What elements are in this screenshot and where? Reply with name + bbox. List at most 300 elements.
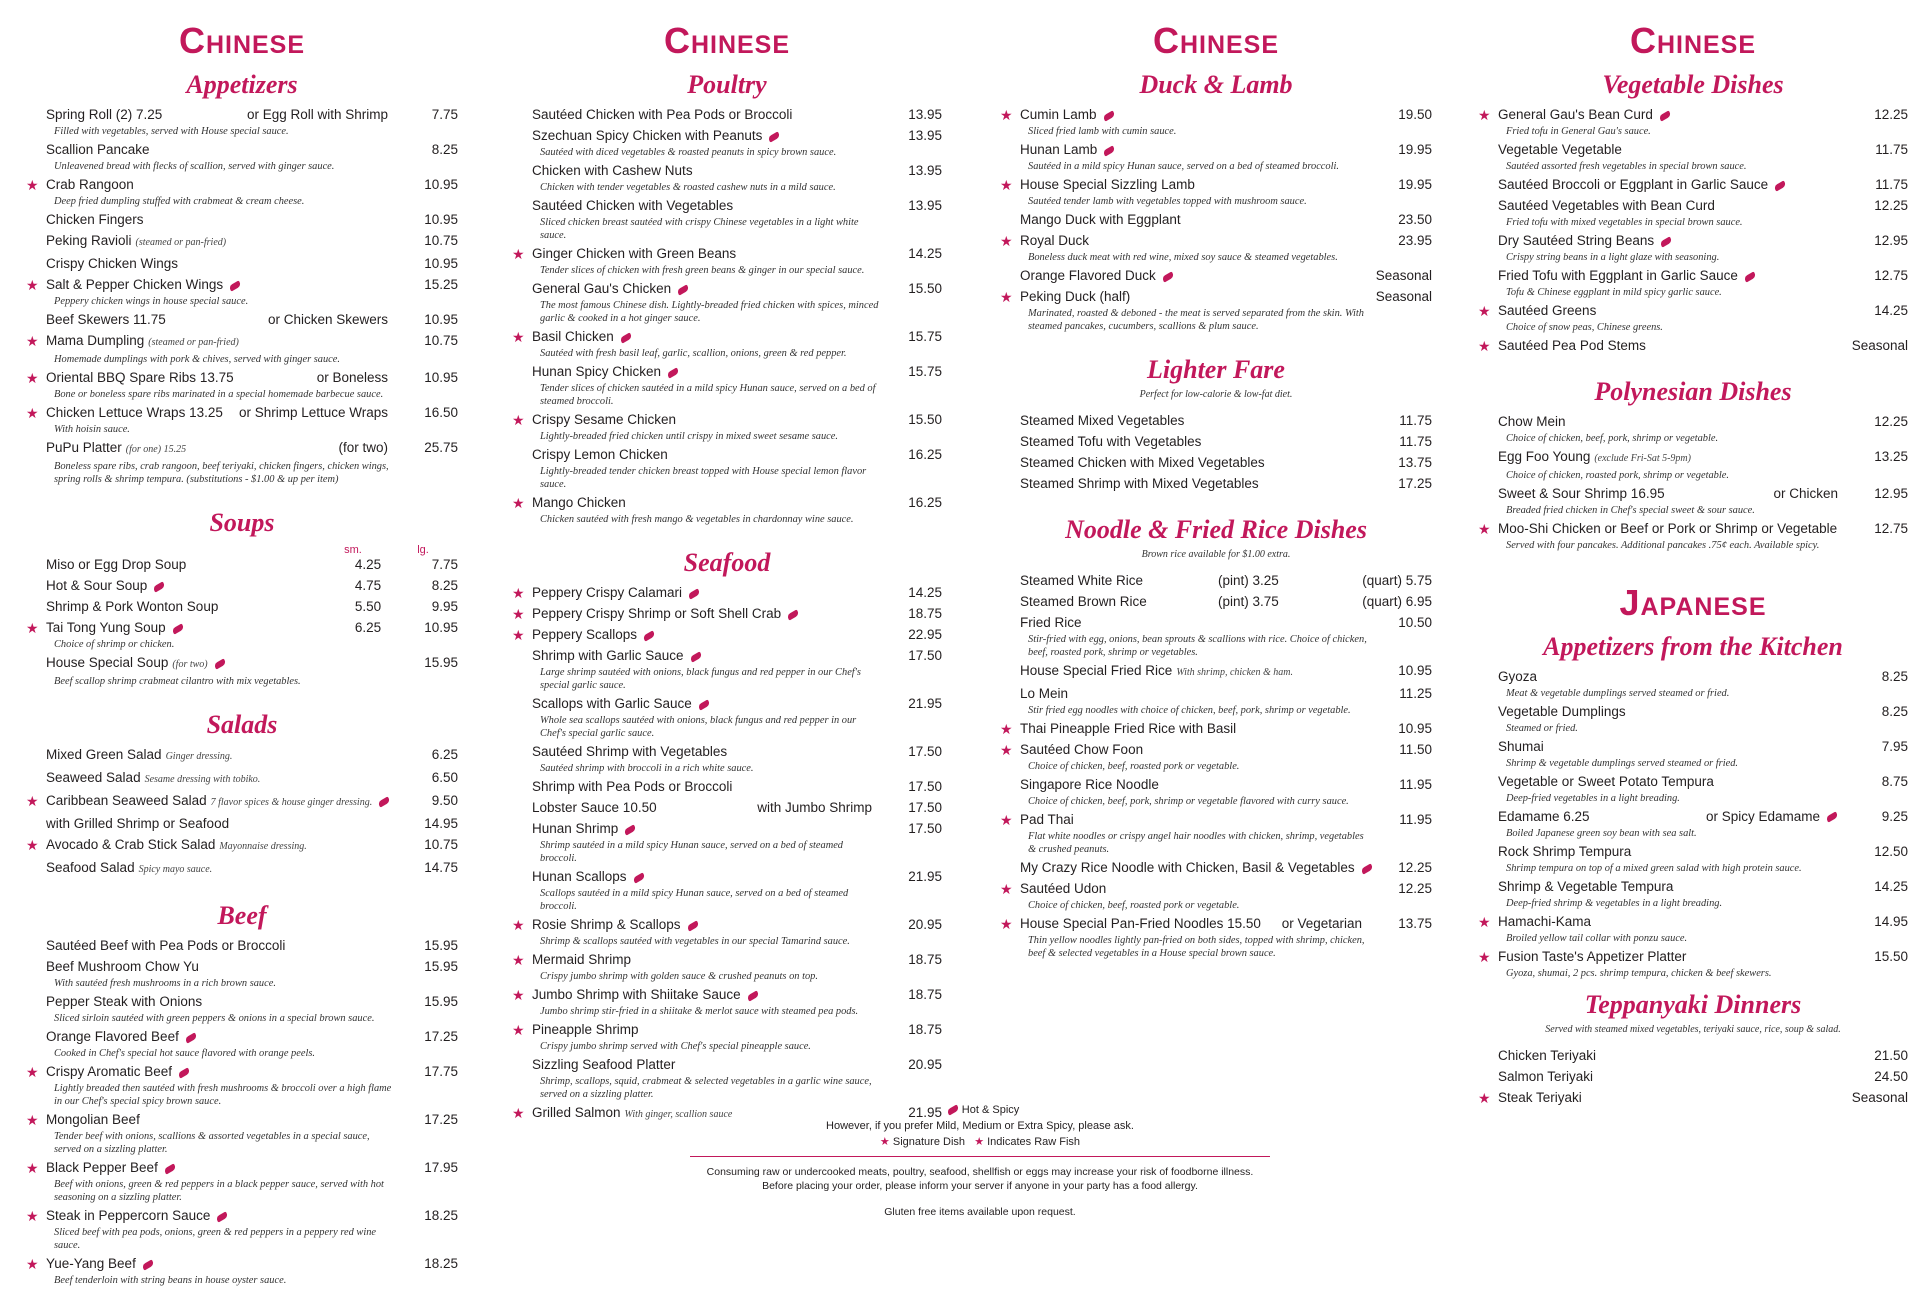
menu-item xyxy=(1000,811,1432,856)
menu-item xyxy=(1478,232,1908,264)
item-name: Seaweed Salad xyxy=(46,770,141,785)
hot-pepper-icon xyxy=(177,1067,190,1078)
item-name: Szechuan Spicy Chicken with Peanuts xyxy=(532,128,763,143)
menu-item-row xyxy=(1498,878,1908,896)
item-price: 19.95 xyxy=(1398,142,1432,157)
menu-item-row xyxy=(1020,741,1432,759)
section-title-appetizers: Appetizers xyxy=(186,70,298,99)
item-alternative: or Vegetarian xyxy=(1281,916,1362,931)
menu-item xyxy=(26,619,458,651)
item-description: Lightly-breaded fried chicken until crispy in mixed sweet sesame sauce. xyxy=(540,431,838,442)
menu-item-row xyxy=(46,106,458,124)
item-description: Crispy jumbo shrimp served with Chef's special pineapple sauce. xyxy=(540,1041,811,1052)
item-price: 15.25 xyxy=(424,277,458,292)
signature-star-icon: ★ xyxy=(1000,289,1013,305)
item-alternative: or Spicy Edamame xyxy=(1706,808,1862,826)
menu-item-row xyxy=(532,127,942,145)
item-name: Shumai xyxy=(1498,739,1544,754)
menu-item-row xyxy=(532,363,942,381)
item-description: Boneless spare ribs, crab rangoon, beef teriyaki, chicken fingers, chicken wings, spring rolls & shrimp tempura. (substitutions - $1.00 & up per item) xyxy=(54,461,389,485)
item-name: Crispy Aromatic Beef xyxy=(46,1064,173,1079)
star-icon: ★ xyxy=(879,1136,890,1148)
item-price: 10.95 xyxy=(424,312,458,327)
item-description: Whole sea scallops sautéed with onions, black fungus and red pepper in our Chef's special garlic sauce. xyxy=(540,715,857,739)
item-description: Crispy string beans in a light glaze with seasoning. xyxy=(1506,252,1720,263)
item-name: Rock Shrimp Tempura xyxy=(1498,844,1632,859)
soups-list xyxy=(26,556,458,688)
item-name: Thai Pineapple Fried Rice with Basil xyxy=(1020,721,1237,736)
rice-list xyxy=(1000,572,1432,611)
item-name: Peppery Crispy Shrimp or Soft Shell Crab xyxy=(532,606,782,621)
menu-item xyxy=(26,556,458,574)
item-description: Peppery chicken wings in house special sauce. xyxy=(54,296,249,307)
menu-item xyxy=(1000,267,1432,285)
hot-pepper-icon xyxy=(171,623,184,634)
menu-item xyxy=(1478,141,1908,173)
item-note: With shrimp, chicken & ham. xyxy=(1176,667,1293,678)
menu-item-row xyxy=(1020,880,1432,898)
warning-line-1: Consuming raw or undercooked meats, poultry, seafood, shellfish or eggs may increase your risk of foodborne illness. xyxy=(706,1166,1254,1178)
item-alternative: with Jumbo Shrimp xyxy=(757,800,872,815)
signature-star-icon: ★ xyxy=(1000,233,1013,249)
menu-item xyxy=(26,311,458,329)
hot-pepper-icon xyxy=(697,699,710,710)
menu-item-row xyxy=(1020,412,1432,430)
item-price: 18.25 xyxy=(424,1256,458,1271)
item-name: Scallops with Garlic Sauce xyxy=(532,696,692,711)
menu-item xyxy=(1000,288,1432,333)
menu-item-row xyxy=(532,778,942,796)
signature-star-icon: ★ xyxy=(1000,177,1013,193)
item-price: 8.25 xyxy=(431,142,458,157)
item-price: 18.75 xyxy=(908,952,942,967)
item-price: 23.95 xyxy=(1398,233,1432,248)
signature-star-icon: ★ xyxy=(1000,107,1013,123)
price-quart: (quart) 5.75 xyxy=(1362,573,1432,588)
menu-item-row xyxy=(532,951,942,969)
menu-item xyxy=(1478,1047,1908,1065)
item-name: Royal Duck xyxy=(1020,233,1090,248)
item-price: 14.95 xyxy=(1874,914,1908,929)
price-quart: (quart) 6.95 xyxy=(1362,594,1432,609)
item-name: Sautéed Chicken with Vegetables xyxy=(532,198,734,213)
legend-hot xyxy=(690,1102,1270,1118)
menu-item-row xyxy=(1020,614,1432,632)
item-description: Stir fried egg noodles with choice of chicken, beef, pork, shrimp or vegetable. xyxy=(1028,705,1351,716)
menu-item xyxy=(1000,859,1432,877)
item-name: Hunan Shrimp xyxy=(532,821,619,836)
menu-item xyxy=(512,494,942,526)
menu-item xyxy=(1478,520,1908,552)
item-description: Choice of shrimp or chicken. xyxy=(54,639,175,650)
menu-item xyxy=(26,859,458,879)
menu-item-row xyxy=(532,986,942,1004)
signature-star-icon: ★ xyxy=(1000,916,1013,932)
size-large-label: lg. xyxy=(417,544,429,556)
item-price: 13.95 xyxy=(908,107,942,122)
item-name: Steamed Mixed Vegetables xyxy=(1020,413,1185,428)
signature-star-icon: ★ xyxy=(26,620,39,636)
menu-item xyxy=(26,232,458,252)
item-price: Seasonal xyxy=(1851,1090,1908,1105)
section-title-vegetable: Vegetable Dishes xyxy=(1602,70,1784,99)
menu-item xyxy=(512,695,942,740)
item-price: 10.95 xyxy=(424,256,458,271)
menu-item xyxy=(26,439,458,486)
item-description: Sliced chicken breast sautéed with crispy Chinese vegetables in a light white sauce. xyxy=(540,217,859,241)
item-description: Chicken with tender vegetables & roasted cashew nuts in a mild sauce. xyxy=(540,182,836,193)
menu-item xyxy=(1000,614,1432,659)
signature-star-icon: ★ xyxy=(26,333,39,349)
menu-item-row xyxy=(1498,738,1908,756)
menu-item xyxy=(1478,176,1908,194)
item-note: Ginger dressing. xyxy=(165,751,233,762)
section-title-japanese-appetizers: Appetizers from the Kitchen xyxy=(1543,632,1843,661)
menu-item-row xyxy=(46,404,458,422)
item-description: Lightly breaded then sautéed with fresh mushrooms & broccoli over a high flame in our Chef's special spicy brown sauce. xyxy=(54,1083,392,1107)
item-name: Gyoza xyxy=(1498,669,1538,684)
price-large: 8.25 xyxy=(431,578,458,593)
item-description: Bone or boneless spare ribs marinated in a special homemade barbecue sauce. xyxy=(54,389,384,400)
item-price: 17.25 xyxy=(1398,476,1432,491)
item-price: 19.50 xyxy=(1398,107,1432,122)
item-price: 16.25 xyxy=(908,447,942,462)
menu-item-row xyxy=(1020,572,1432,590)
menu-item-row xyxy=(46,141,458,159)
menu-item-row xyxy=(532,245,942,263)
item-description: Gyoza, shumai, 2 pcs. shrimp tempura, chicken & beef skewers. xyxy=(1506,968,1772,979)
legend-hot-text: Hot & Spicy xyxy=(961,1104,1020,1116)
menu-item-row xyxy=(532,647,942,665)
item-price: 15.50 xyxy=(908,412,942,427)
noodle-list xyxy=(1000,614,1432,960)
item-name: General Gau's Bean Curd xyxy=(1498,107,1653,122)
menu-item xyxy=(1000,106,1432,138)
item-note: (steamed or pan-fried) xyxy=(148,337,239,348)
menu-item-row xyxy=(46,958,458,976)
item-description: Shrimp sautéed in a mild spicy Hunan sauce, served on a bed of steamed broccoli. xyxy=(540,840,844,864)
beef-list xyxy=(26,937,458,1287)
item-price: 18.75 xyxy=(908,987,942,1002)
section-title-poultry: Poultry xyxy=(687,70,767,99)
menu-item xyxy=(512,626,942,644)
item-description: Choice of chicken, beef, roasted pork or vegetable. xyxy=(1028,900,1240,911)
item-price: 20.95 xyxy=(908,917,942,932)
item-name: Crispy Chicken Wings xyxy=(46,256,179,271)
menu-item xyxy=(1478,448,1908,482)
warning-line-2: Before placing your order, please inform your server if anyone in your party has a food allergy. xyxy=(762,1180,1198,1192)
item-price: 12.25 xyxy=(1874,198,1908,213)
price-small: 4.25 xyxy=(354,557,382,572)
item-price: 21.95 xyxy=(908,696,942,711)
item-name: Crab Rangoon xyxy=(46,177,134,192)
item-description: Crispy jumbo shrimp with golden sauce & crushed peanuts on top. xyxy=(540,971,818,982)
menu-item-row xyxy=(532,1056,942,1074)
item-alternative: or Egg Roll with Shrimp xyxy=(246,107,388,122)
item-note: (for two) xyxy=(172,659,208,670)
hot-pepper-icon xyxy=(153,581,166,592)
menu-item-row xyxy=(46,937,458,955)
menu-item xyxy=(1000,176,1432,208)
hot-pepper-icon xyxy=(1161,271,1174,282)
menu-item xyxy=(26,1028,458,1060)
signature-star-icon: ★ xyxy=(26,1208,39,1224)
item-name: Vegetable or Sweet Potato Tempura xyxy=(1498,774,1714,789)
menu-item-row xyxy=(46,176,458,194)
item-name: Peppery Crispy Calamari xyxy=(532,585,683,600)
item-price: 12.50 xyxy=(1874,844,1908,859)
price-small: 5.50 xyxy=(354,599,382,614)
menu-item xyxy=(512,951,942,983)
item-name: Shrimp & Vegetable Tempura xyxy=(1498,879,1674,894)
item-name: Salmon Teriyaki xyxy=(1498,1069,1594,1084)
hot-pepper-icon xyxy=(1743,271,1756,282)
item-name: Hamachi-Kama xyxy=(1498,914,1592,929)
item-name: Fusion Taste's Appetizer Platter xyxy=(1498,949,1687,964)
menu-item-row xyxy=(1498,1047,1908,1065)
item-name: Mango Duck with Eggplant xyxy=(1020,212,1181,227)
hot-pepper-icon xyxy=(377,796,390,807)
menu-item xyxy=(1478,267,1908,299)
item-name: Steamed Shrimp with Mixed Vegetables xyxy=(1020,476,1259,491)
item-note: (exclude Fri-Sat 5-9pm) xyxy=(1594,453,1691,464)
item-name: Fried Tofu with Eggplant in Garlic Sauce xyxy=(1498,268,1738,283)
menu-item xyxy=(1478,302,1908,334)
menu-item-row xyxy=(532,868,942,886)
item-note: (steamed or pan-fried) xyxy=(135,237,227,248)
menu-item xyxy=(1000,593,1432,611)
item-price: 11.25 xyxy=(1399,686,1432,701)
item-price: 15.50 xyxy=(1874,949,1908,964)
menu-item xyxy=(26,141,458,173)
appetizers-list xyxy=(26,106,458,486)
menu-item-row xyxy=(1498,232,1908,250)
item-description: With hoisin sauce. xyxy=(54,424,130,435)
menu-item xyxy=(1478,485,1908,517)
menu-item-row xyxy=(1498,448,1908,468)
menu-item xyxy=(512,916,942,948)
item-price: 15.95 xyxy=(424,959,458,974)
item-price: 11.50 xyxy=(1399,742,1432,757)
menu-item-row xyxy=(532,626,942,644)
item-price: 12.95 xyxy=(1874,486,1908,501)
lighter-fare-note: Perfect for low-calorie & low-fat diet. xyxy=(1139,389,1293,400)
menu-item-row xyxy=(1020,106,1432,124)
item-description: Meat & vegetable dumplings served steamed or fried. xyxy=(1506,688,1730,699)
signature-star-icon: ★ xyxy=(26,793,39,809)
menu-item-row xyxy=(46,211,458,229)
item-price: 13.75 xyxy=(1398,916,1432,931)
item-price: 16.25 xyxy=(908,495,942,510)
signature-star-icon: ★ xyxy=(26,277,39,293)
menu-item-row xyxy=(1020,915,1432,933)
menu-item-row xyxy=(1020,267,1432,285)
item-description: Boneless duck meat with red wine, mixed soy sauce & steamed vegetables. xyxy=(1028,252,1338,263)
item-description: Jumbo shrimp stir-fried in a shiitake & merlot sauce with steamed pea pods. xyxy=(540,1006,859,1017)
item-price: 11.75 xyxy=(1399,434,1432,449)
item-description: Tender slices of chicken with fresh green beans & ginger in our special sauce. xyxy=(540,265,865,276)
menu-item-row xyxy=(532,197,942,215)
item-price: 10.95 xyxy=(424,177,458,192)
menu-item xyxy=(512,584,942,602)
hot-pepper-icon xyxy=(141,1259,154,1270)
menu-item xyxy=(26,369,458,401)
section-title-beef: Beef xyxy=(217,901,267,930)
item-description: Thin yellow noodles lightly pan-fried on both sides, topped with shrimp, chicken, beef & selected vegetables in a House special brown sauce. xyxy=(1028,935,1365,959)
hot-pepper-icon xyxy=(689,651,702,662)
item-description: Sautéed tender lamb with vegetables topped with mushroom sauce. xyxy=(1028,196,1307,207)
hot-pepper-icon xyxy=(746,990,759,1001)
price-large: 9.95 xyxy=(431,599,458,614)
menu-item-row xyxy=(532,494,942,512)
item-name: Shrimp & Pork Wonton Soup xyxy=(46,599,219,614)
duck-lamb-list xyxy=(1000,106,1432,333)
menu-item-row xyxy=(532,743,942,761)
item-name: Tai Tong Yung Soup xyxy=(46,620,166,635)
item-price: Seasonal xyxy=(1851,338,1908,353)
item-price: 17.25 xyxy=(424,1029,458,1044)
hot-pepper-icon xyxy=(642,630,655,641)
signature-star-icon: ★ xyxy=(26,177,39,193)
item-name: Rosie Shrimp & Scallops xyxy=(532,917,681,932)
signature-star-icon: ★ xyxy=(512,246,525,262)
item-price: 10.75 xyxy=(424,837,458,852)
menu-item xyxy=(1000,572,1432,590)
menu-item-row xyxy=(46,1028,458,1046)
hot-pepper-icon xyxy=(687,588,700,599)
item-alternative: or Shrimp Lettuce Wraps xyxy=(238,405,388,420)
menu-item-row xyxy=(46,577,458,595)
menu-item xyxy=(512,411,942,443)
signature-star-icon: ★ xyxy=(26,1112,39,1128)
signature-star-icon: ★ xyxy=(512,606,525,622)
menu-item xyxy=(26,577,458,595)
menu-item-row xyxy=(532,799,942,817)
item-description: Served with four pancakes. Additional pancakes .75¢ each. Available spicy. xyxy=(1506,540,1820,551)
menu-item xyxy=(26,332,458,366)
menu-item xyxy=(1478,738,1908,770)
menu-item-row xyxy=(46,815,458,833)
menu-item-row xyxy=(46,276,458,294)
signature-star-icon: ★ xyxy=(1478,521,1491,537)
menu-item xyxy=(1000,211,1432,229)
item-name: House Special Sizzling Lamb xyxy=(1020,177,1195,192)
menu-item-row xyxy=(46,619,458,637)
menu-item xyxy=(1000,662,1432,682)
legend-signature-text: Signature Dish xyxy=(892,1136,966,1148)
menu-item-row xyxy=(46,598,458,616)
item-name: Pineapple Shrimp xyxy=(532,1022,639,1037)
signature-star-icon: ★ xyxy=(1000,721,1013,737)
menu-item xyxy=(1478,773,1908,805)
item-description: Beef tenderloin with string beans in house oyster sauce. xyxy=(54,1275,287,1286)
item-name: Peppery Scallops xyxy=(532,627,638,642)
menu-item xyxy=(26,255,458,273)
item-name: Beef Mushroom Chow Yu xyxy=(46,959,199,974)
item-alternative: or Chicken Skewers xyxy=(267,312,388,327)
item-name: Lo Mein xyxy=(1020,686,1069,701)
item-name: Vegetable Vegetable xyxy=(1498,142,1622,157)
signature-star-icon: ★ xyxy=(512,329,525,345)
menu-item xyxy=(1478,197,1908,229)
item-name: Peking Ravioli xyxy=(46,233,132,248)
menu-item-row xyxy=(532,820,942,838)
menu-item xyxy=(26,106,458,138)
menu-item-row xyxy=(1498,106,1908,124)
section-title-polynesian: Polynesian Dishes xyxy=(1594,377,1792,406)
hot-pepper-icon xyxy=(624,824,637,835)
section-title-soups: Soups xyxy=(209,508,275,537)
menu-item xyxy=(512,743,942,775)
item-name: Black Pepper Beef xyxy=(46,1160,158,1175)
item-name: Steamed Brown Rice xyxy=(1020,594,1147,609)
menu-item xyxy=(26,792,458,812)
item-description: Unleavened bread with flecks of scallion, served with ginger sauce. xyxy=(54,161,335,172)
size-small-label: sm. xyxy=(344,544,362,556)
item-price: 14.25 xyxy=(908,585,942,600)
item-price: 14.75 xyxy=(424,860,458,875)
menu-item-row xyxy=(46,556,458,574)
item-price: 20.95 xyxy=(908,1057,942,1072)
vegetable-list xyxy=(1478,106,1908,355)
menu-item xyxy=(1000,880,1432,912)
menu-item xyxy=(26,815,458,833)
item-price: 6.50 xyxy=(431,770,458,785)
item-description: Large shrimp sautéed with onions, black fungus and red pepper in our Chef's special garlic sauce. xyxy=(540,667,861,691)
menu-item xyxy=(1478,878,1908,910)
item-name: Lobster Sauce 10.50 xyxy=(532,800,657,815)
item-price: 17.50 xyxy=(908,744,942,759)
item-description: Homemade dumplings with pork & chives, served with ginger sauce. xyxy=(54,354,340,365)
menu-item-row xyxy=(1020,593,1432,611)
menu-item xyxy=(26,958,458,990)
item-price: 12.25 xyxy=(1874,107,1908,122)
section-title-teppanyaki: Teppanyaki Dinners xyxy=(1584,990,1802,1019)
hot-pepper-icon xyxy=(1773,180,1786,191)
item-price: 17.95 xyxy=(424,1160,458,1175)
menu-item xyxy=(26,1111,458,1156)
menu-item-row xyxy=(1498,1068,1908,1086)
footer-divider xyxy=(690,1156,1270,1157)
menu-item-row xyxy=(1020,232,1432,250)
menu-item xyxy=(26,1207,458,1252)
menu-item xyxy=(1478,913,1908,945)
section-title-salads: Salads xyxy=(206,710,278,739)
item-price: 21.95 xyxy=(908,869,942,884)
menu-item-row xyxy=(1498,843,1908,861)
item-name: Steamed Chicken with Mixed Vegetables xyxy=(1020,455,1265,470)
section-title-lighter-fare: Lighter Fare xyxy=(1147,355,1285,384)
item-price: 17.50 xyxy=(908,821,942,836)
menu-item-row xyxy=(532,1021,942,1039)
signature-star-icon: ★ xyxy=(26,1160,39,1176)
menu-item-row xyxy=(46,993,458,1011)
item-price: 14.25 xyxy=(908,246,942,261)
signature-star-icon: ★ xyxy=(26,1064,39,1080)
item-price: 17.50 xyxy=(908,800,942,815)
menu-item-row xyxy=(1498,948,1908,966)
item-price: 15.95 xyxy=(424,994,458,1009)
section-title-duck-lamb: Duck & Lamb xyxy=(1139,70,1293,99)
item-price: 7.95 xyxy=(1881,739,1908,754)
item-name: Avocado & Crab Stick Salad xyxy=(46,837,216,852)
poultry-list xyxy=(512,106,942,526)
item-price: 10.95 xyxy=(1398,721,1432,736)
menu-item xyxy=(1000,141,1432,173)
menu-item xyxy=(1478,843,1908,875)
item-price: 9.50 xyxy=(431,793,458,808)
item-price: 10.75 xyxy=(424,233,458,248)
